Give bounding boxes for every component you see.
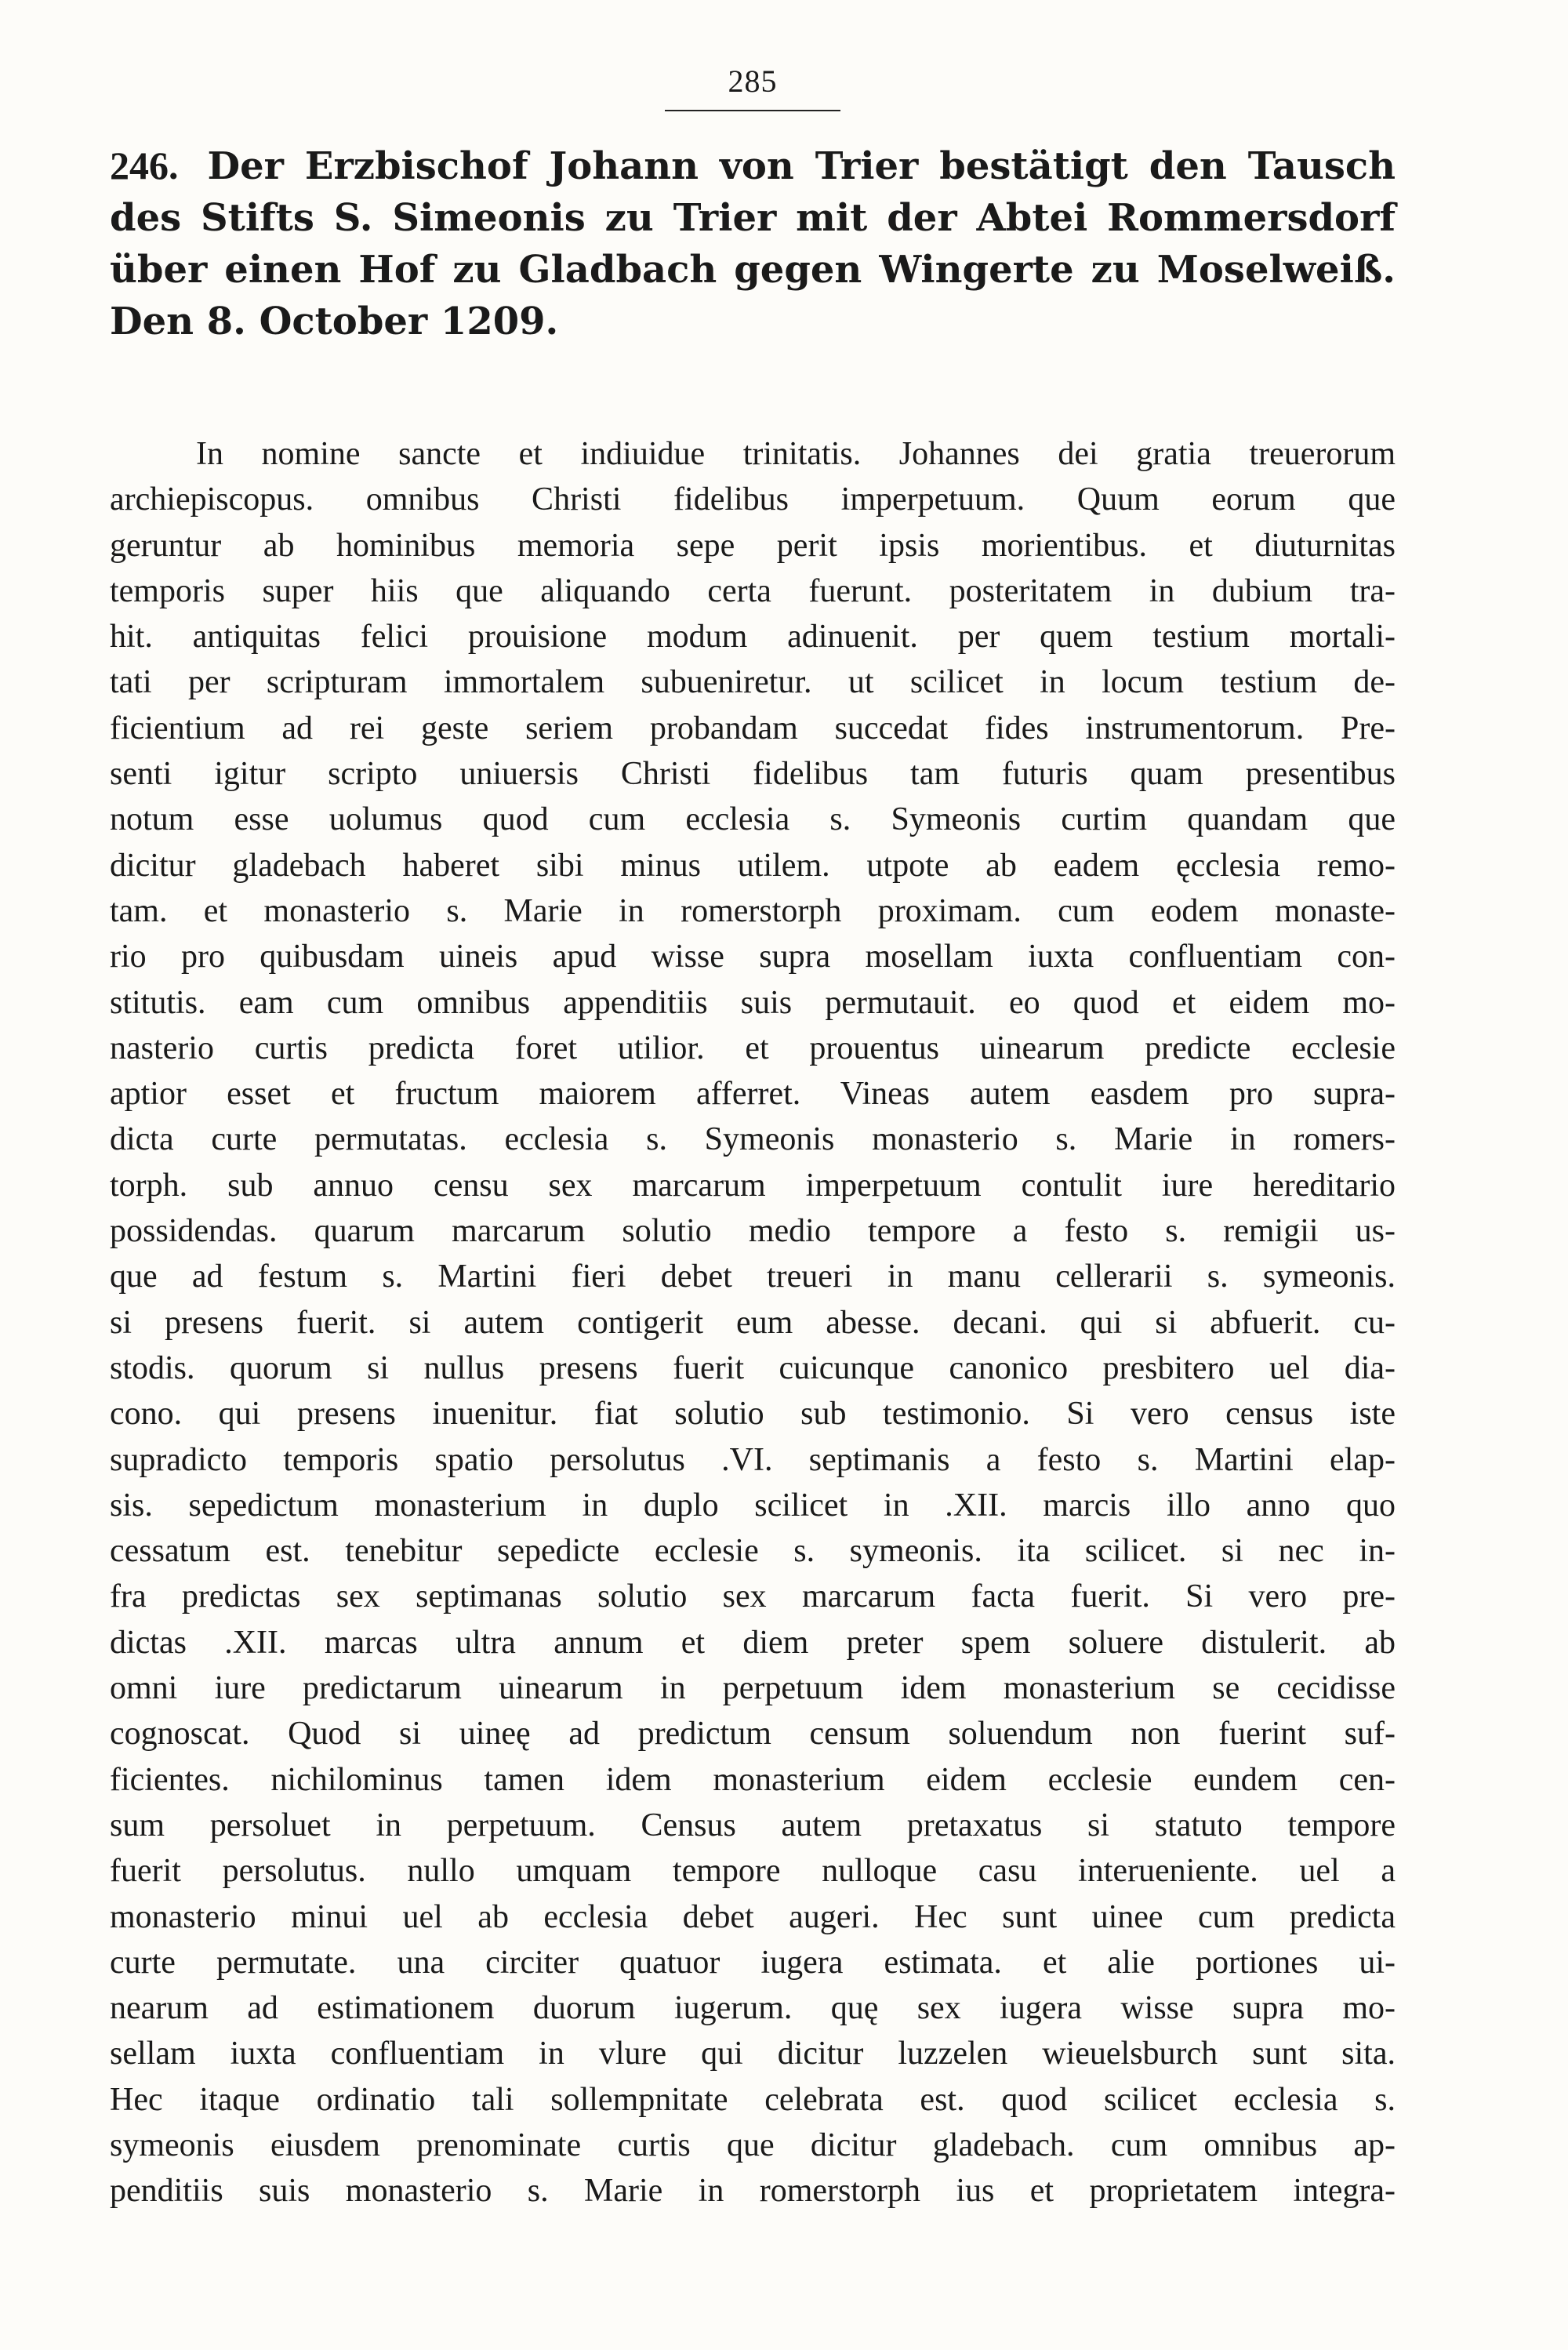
body-text xyxy=(110,431,1396,2214)
text-line: tati per scripturam immortalem subueniretur. ut scilicet in locum testium de- xyxy=(110,664,1396,701)
text-line: ficientes. nichilominus tamen idem monasterium eidem ecclesie eundem cen- xyxy=(110,1761,1396,1798)
text-line: possidendas. quarum marcarum solutio medio tempore a festo s. remigii us- xyxy=(110,1213,1396,1250)
text-line: que ad festum s. Martini fieri debet treueri in manu cellerarii s. symeonis. xyxy=(110,1259,1396,1295)
text-line: dictas .XII. marcas ultra annum et diem preter spem soluere distulerit. ab xyxy=(110,1624,1396,1661)
text-line: penditiis suis monasterio s. Marie in romerstorph ius et proprietatem integra- xyxy=(110,2173,1396,2210)
text-line: dicitur gladebach haberet sibi minus utilem. utpote ab eadem ęcclesia remo- xyxy=(110,847,1396,884)
text-line: hit. antiquitas felici prouisione modum adinuenit. per quem testium mortali- xyxy=(110,619,1396,656)
text-line: rio pro quibusdam uineis apud wisse supra mosellam iuxta confluentiam con- xyxy=(110,939,1396,975)
text-line: fuerit persolutus. nullo umquam tempore nulloque casu interueniente. uel a xyxy=(110,1853,1396,1890)
heading-number: 246. xyxy=(110,143,179,187)
text-line: In nomine sancte et indiuidue trinitatis. Johannes dei gratia treuerorum xyxy=(196,436,1396,472)
text-line: omni iure predictarum uinearum in perpetuum idem monasterium se cecidisse xyxy=(110,1670,1396,1707)
text-line: Hec itaque ordinatio tali sollempnitate celebrata est. quod scilicet ecclesia s. xyxy=(110,2081,1396,2118)
text-line: stitutis. eam cum omnibus appenditiis suis permutauit. eo quod et eidem mo- xyxy=(110,984,1396,1021)
text-line: tam. et monasterio s. Marie in romerstorph proximam. cum eodem monaste- xyxy=(110,892,1396,929)
text-line: cessatum est. tenebitur sepedicte ecclesie s. symeonis. ita scilicet. si nec in- xyxy=(110,1533,1396,1570)
text-line: senti igitur scripto uniuersis Christi fidelibus tam futuris quam presentibus xyxy=(110,756,1396,793)
text-line: sellam iuxta confluentiam in vlure qui dicitur luzzelen wieuelsburch sunt sita. xyxy=(110,2036,1396,2072)
text-line: archiepiscopus. omnibus Christi fidelibus imperpetuum. Quum eorum que xyxy=(110,481,1396,518)
text-line: sis. sepedictum monasterium in duplo scilicet in .XII. marcis illo anno quo xyxy=(110,1487,1396,1524)
text-line: notum esse uolumus quod cum ecclesia s. Symeonis curtim quandam que xyxy=(110,801,1396,838)
text-line: symeonis eiusdem prenominate curtis que dicitur gladebach. cum omnibus ap- xyxy=(110,2127,1396,2163)
text-line: dicta curte permutatas. ecclesia s. Symeonis monasterio s. Marie in romers- xyxy=(110,1121,1396,1158)
text-line: stodis. quorum si nullus presens fuerit cuicunque canonico presbitero uel dia- xyxy=(110,1349,1396,1386)
page-number: 285 xyxy=(728,64,778,99)
text-line: supradicto temporis spatio persolutus .VI. septimanis a festo s. Martini elap- xyxy=(110,1441,1396,1478)
text-line: curte permutate. una circiter quatuor iugera estimata. et alie portiones ui- xyxy=(110,1944,1396,1981)
page-number-rule xyxy=(665,110,840,111)
text-line: temporis super hiis que aliquando certa fuerunt. posteritatem in dubium tra- xyxy=(110,572,1396,609)
text-line: nearum ad estimationem duorum iugerum. quę sex iugera wisse supra mo- xyxy=(110,1990,1396,2027)
text-line: nasterio curtis predicta foret utilior. et prouentus uinearum predicte ecclesie xyxy=(110,1030,1396,1066)
text-line: cognoscat. Quod si uineę ad predictum censum soluendum non fuerint suf- xyxy=(110,1716,1396,1753)
text-line: sum persoluet in perpetuum. Census autem pretaxatus si statuto tempore xyxy=(110,1807,1396,1843)
text-line: ficientium ad rei geste seriem probandam succedat fides instrumentorum. Pre- xyxy=(110,710,1396,746)
heading-text: Der Erzbischof Johann von Trier bestätigt den Tausch des Stifts S. Simeonis zu Trier mit der Abtei Rommersdorf über einen Hof zu Gladbach gegen Wingerte zu Moselweiß. Den 8. October 1209. xyxy=(110,144,1396,343)
text-line: si presens fuerit. si autem contigerit eum abesse. decani. qui si abfuerit. cu- xyxy=(110,1304,1396,1341)
text-line: fra predictas sex septimanas solutio sex marcarum facta fuerit. Si vero pre- xyxy=(110,1578,1396,1615)
document-heading xyxy=(110,140,1396,347)
text-line: cono. qui presens inuenitur. fiat solutio sub testimonio. Si vero census iste xyxy=(110,1396,1396,1433)
text-line: aptior esset et fructum maiorem afferret. Vineas autem easdem pro supra- xyxy=(110,1076,1396,1113)
text-line: geruntur ab hominibus memoria sepe perit ipsis morientibus. et diuturnitas xyxy=(110,527,1396,564)
text-line: monasterio minui uel ab ecclesia debet augeri. Hec sunt uinee cum predicta xyxy=(110,1898,1396,1935)
text-line: torph. sub annuo censu sex marcarum imperpetuum contulit iure hereditario xyxy=(110,1167,1396,1204)
